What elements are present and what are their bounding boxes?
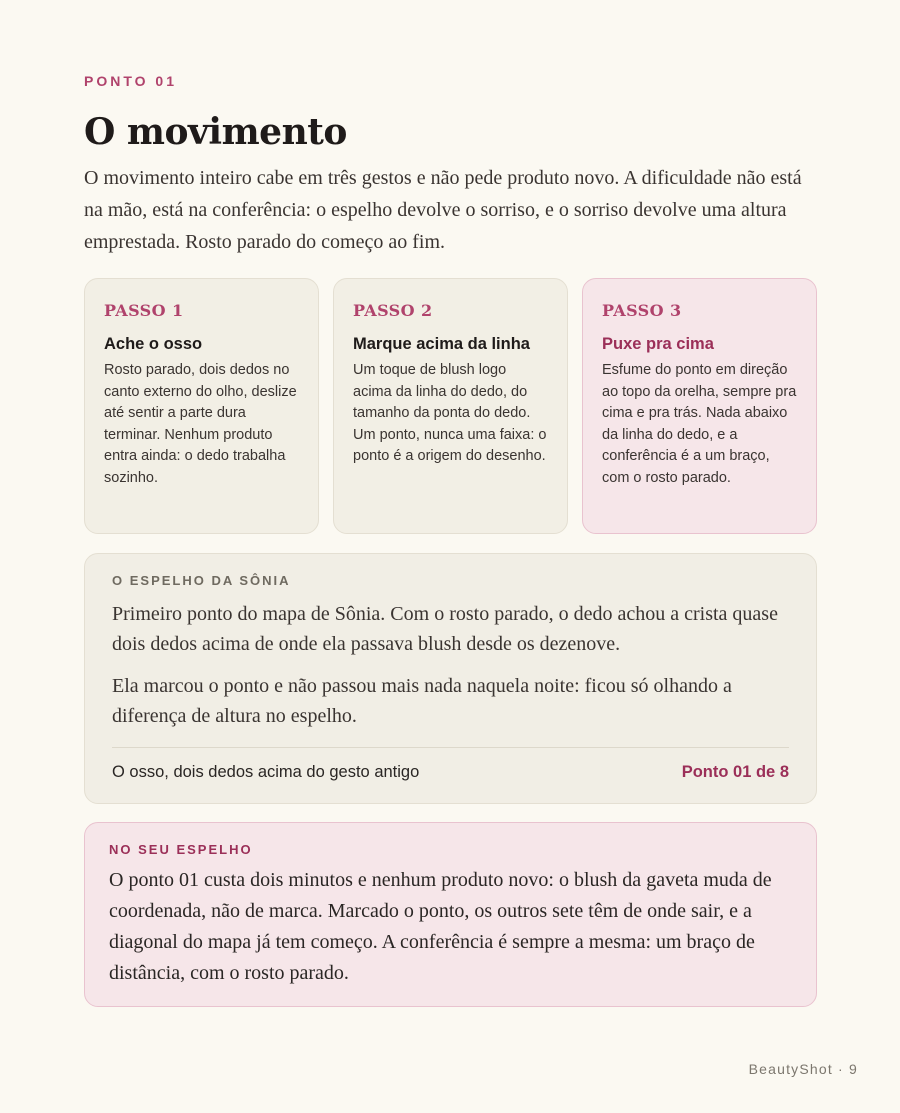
page-footer: BeautyShot · 9 bbox=[748, 1061, 858, 1077]
step-card-1 bbox=[84, 278, 319, 534]
yours-label: NO SEU ESPELHO bbox=[109, 842, 253, 857]
your-mirror-card bbox=[84, 822, 817, 1007]
yours-paragraph: O ponto 01 custa dois minutos e nenhum produto novo: o blush da gaveta muda de coordenada, não de marca. Marcado o ponto, os outros sete têm de onde sair, e a diagonal do mapa já tem começo. A conferência é sempre a mesma: um braço de distância, com o rosto parado. bbox=[109, 869, 772, 984]
point-counter: Ponto 01 de 8 bbox=[681, 763, 789, 781]
step-heading: Ache o osso bbox=[104, 335, 203, 353]
step-number: PASSO 2 bbox=[353, 301, 433, 320]
step-number: PASSO 3 bbox=[602, 301, 682, 320]
steps-row bbox=[84, 278, 817, 534]
divider bbox=[112, 747, 789, 748]
step-body: Um toque de blush logo acima da linha do dedo, do tamanho da ponta do dedo. Um ponto, nunca uma faixa: o ponto é a origem do desenho. bbox=[353, 362, 547, 464]
step-body: Rosto parado, dois dedos no canto externo do olho, deslize até sentir a parte dura terminar. Nenhum produto entra ainda: o dedo trabalha sozinho. bbox=[104, 362, 297, 486]
intro-paragraph: O movimento inteiro cabe em três gestos e não pede produto novo. A dificuldade não está na mão, está na conferência: o espelho devolve o sorriso, e o sorriso devolve uma altura emprestada. Rosto parado do começo ao fim. bbox=[84, 167, 802, 253]
sonia-mirror-card bbox=[84, 553, 817, 804]
page-title: O movimento bbox=[84, 111, 347, 153]
step-card-3 bbox=[582, 278, 817, 534]
step-body: Esfume do ponto em direção ao topo da orelha, sempre pra cima e pra trás. Nada abaixo da linha do dedo, e a conferência é a um braço, com o rosto parado. bbox=[602, 362, 797, 486]
step-card-2 bbox=[333, 278, 568, 534]
mirror-paragraph-2: Ela marcou o ponto e não passou mais nada naquela noite: ficou só olhando a diferença de altura no espelho. bbox=[112, 675, 732, 727]
mirror-caption: O osso, dois dedos acima do gesto antigo bbox=[112, 763, 420, 781]
mirror-paragraph-1: Primeiro ponto do mapa de Sônia. Com o rosto parado, o dedo achou a crista quase dois dedos acima de onde ela passava blush desde os dezenove. bbox=[112, 603, 778, 655]
step-heading: Marque acima da linha bbox=[353, 335, 530, 353]
step-number: PASSO 1 bbox=[104, 301, 184, 320]
mirror-label: O ESPELHO DA SÔNIA bbox=[112, 573, 291, 588]
section-kicker: PONTO 01 bbox=[84, 73, 177, 89]
step-heading: Puxe pra cima bbox=[602, 335, 714, 353]
